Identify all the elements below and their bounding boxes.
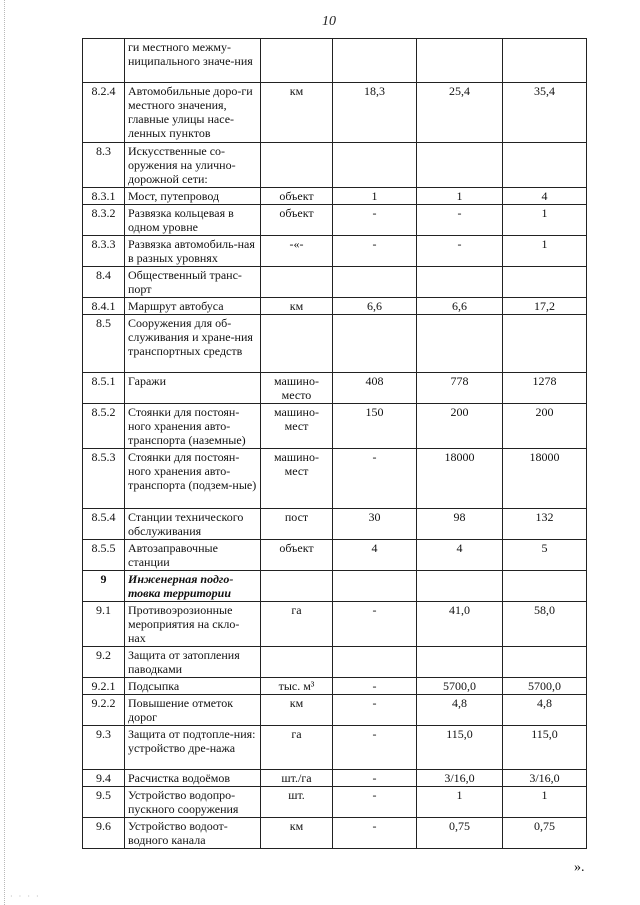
row-value-1: -	[333, 678, 417, 695]
row-value-2: 4,8	[417, 695, 503, 726]
table-row	[83, 39, 587, 83]
row-unit: объект	[261, 188, 333, 205]
row-value-1: -	[333, 236, 417, 267]
row-value-2: 1	[417, 188, 503, 205]
row-unit: машино-место	[261, 373, 333, 404]
indicators-table	[82, 38, 587, 849]
row-value-1: -	[333, 695, 417, 726]
row-name: Стоянки для постоян-ного хранения авто-транспорта (наземные)	[125, 404, 261, 449]
row-unit: шт.	[261, 787, 333, 818]
table-row	[83, 298, 587, 315]
row-unit: -«-	[261, 236, 333, 267]
row-value-1: 18,3	[333, 83, 417, 143]
row-value-1: 1	[333, 188, 417, 205]
row-name: Устройство водопро-пускного сооружения	[125, 787, 261, 818]
row-value-1: -	[333, 602, 417, 647]
row-number	[83, 39, 125, 83]
row-number: 8.2.4	[83, 83, 125, 143]
row-number: 9.6	[83, 818, 125, 849]
row-number: 8.5.2	[83, 404, 125, 449]
row-name: Повышение отметок дорог	[125, 695, 261, 726]
page-number: 10	[322, 14, 336, 29]
row-number: 8.3	[83, 143, 125, 188]
row-number: 8.5.5	[83, 540, 125, 571]
table-row	[83, 143, 587, 188]
row-unit: объект	[261, 540, 333, 571]
row-value-1	[333, 647, 417, 678]
row-unit	[261, 647, 333, 678]
row-value-3	[503, 647, 587, 678]
row-value-2: 6,6	[417, 298, 503, 315]
row-unit	[261, 315, 333, 373]
row-value-3: 18000	[503, 449, 587, 509]
row-value-2: 98	[417, 509, 503, 540]
row-number: 9.2	[83, 647, 125, 678]
row-unit: км	[261, 818, 333, 849]
row-name: Защита от затопления паводками	[125, 647, 261, 678]
row-name: Автомобильные доро-ги местного значения, главные улицы насе-ленных пунктов	[125, 83, 261, 143]
row-value-2: 3/16,0	[417, 770, 503, 787]
row-name: ги местного межму-ниципального значе-ния	[125, 39, 261, 83]
table-row	[83, 726, 587, 770]
table-row	[83, 818, 587, 849]
row-value-3	[503, 571, 587, 602]
table-row	[83, 404, 587, 449]
row-name: Сооружения для об-служивания и хране-ния транспортных средств	[125, 315, 261, 373]
table-row	[83, 449, 587, 509]
row-value-2	[417, 267, 503, 298]
table-row	[83, 315, 587, 373]
row-unit: тыс. м³	[261, 678, 333, 695]
row-value-2: 18000	[417, 449, 503, 509]
row-name: Искусственные со-оружения на улично-дорожной сети:	[125, 143, 261, 188]
row-name: Противоэрозионные мероприятия на скло-нах	[125, 602, 261, 647]
row-value-1: -	[333, 787, 417, 818]
row-value-1: 30	[333, 509, 417, 540]
row-number: 8.4.1	[83, 298, 125, 315]
row-value-3	[503, 39, 587, 83]
row-value-2	[417, 143, 503, 188]
table-row	[83, 602, 587, 647]
row-unit: объект	[261, 205, 333, 236]
row-unit	[261, 571, 333, 602]
row-number: 9.2.1	[83, 678, 125, 695]
row-number: 8.5	[83, 315, 125, 373]
row-value-1: 150	[333, 404, 417, 449]
row-value-1: 6,6	[333, 298, 417, 315]
row-number: 9.2.2	[83, 695, 125, 726]
row-value-1: -	[333, 205, 417, 236]
row-value-3: 1	[503, 787, 587, 818]
row-number: 8.5.1	[83, 373, 125, 404]
row-value-2	[417, 39, 503, 83]
row-name: Расчистка водоёмов	[125, 770, 261, 787]
table-row	[83, 678, 587, 695]
row-unit: машино-мест	[261, 404, 333, 449]
row-number: 9.5	[83, 787, 125, 818]
table-row	[83, 267, 587, 298]
table-row	[83, 695, 587, 726]
row-number: 8.3.3	[83, 236, 125, 267]
table-row	[83, 540, 587, 571]
row-value-3: 4,8	[503, 695, 587, 726]
closing-quote-mark: ».	[574, 860, 585, 875]
row-number: 9.4	[83, 770, 125, 787]
row-name: Автозаправочные станции	[125, 540, 261, 571]
row-value-3: 200	[503, 404, 587, 449]
row-value-1: 408	[333, 373, 417, 404]
row-value-1	[333, 267, 417, 298]
row-value-3: 1278	[503, 373, 587, 404]
row-value-2: 25,4	[417, 83, 503, 143]
row-value-2	[417, 571, 503, 602]
table-body	[83, 39, 587, 849]
row-unit	[261, 39, 333, 83]
row-unit: км	[261, 695, 333, 726]
row-value-3	[503, 315, 587, 373]
row-unit	[261, 267, 333, 298]
row-value-3: 17,2	[503, 298, 587, 315]
row-value-3: 3/16,0	[503, 770, 587, 787]
row-name: Мост, путепровод	[125, 188, 261, 205]
row-name: Гаражи	[125, 373, 261, 404]
row-number: 8.5.3	[83, 449, 125, 509]
row-number: 9	[83, 571, 125, 602]
row-value-2: 778	[417, 373, 503, 404]
row-unit: км	[261, 83, 333, 143]
row-value-3: 1	[503, 236, 587, 267]
table-row	[83, 205, 587, 236]
row-value-3: 0,75	[503, 818, 587, 849]
row-value-2: 115,0	[417, 726, 503, 770]
row-value-3: 115,0	[503, 726, 587, 770]
row-value-1: -	[333, 449, 417, 509]
row-number: 8.4	[83, 267, 125, 298]
row-name: Развязка автомобиль-ная в разных уровнях	[125, 236, 261, 267]
row-value-3: 1	[503, 205, 587, 236]
row-value-1	[333, 39, 417, 83]
table-row	[83, 236, 587, 267]
row-value-1: -	[333, 818, 417, 849]
row-number: 9.1	[83, 602, 125, 647]
scan-mark: · · · ·	[10, 892, 41, 901]
row-name: Стоянки для постоян-ного хранения авто-транспорта (подзем-ные)	[125, 449, 261, 509]
row-number: 8.5.4	[83, 509, 125, 540]
row-value-2: 0,75	[417, 818, 503, 849]
row-value-3: 35,4	[503, 83, 587, 143]
row-value-2: -	[417, 205, 503, 236]
scan-edge	[4, 0, 6, 905]
row-value-2: 41,0	[417, 602, 503, 647]
row-name: Инженерная подго-товка территории	[125, 571, 261, 602]
row-value-1: 4	[333, 540, 417, 571]
row-unit: га	[261, 602, 333, 647]
row-value-2: 200	[417, 404, 503, 449]
row-unit	[261, 143, 333, 188]
row-unit: шт./га	[261, 770, 333, 787]
row-unit: пост	[261, 509, 333, 540]
row-value-3: 5700,0	[503, 678, 587, 695]
row-name: Подсыпка	[125, 678, 261, 695]
row-name: Общественный транс-порт	[125, 267, 261, 298]
row-value-2: 5700,0	[417, 678, 503, 695]
row-value-2: -	[417, 236, 503, 267]
row-value-1	[333, 143, 417, 188]
table-row	[83, 83, 587, 143]
row-number: 9.3	[83, 726, 125, 770]
row-value-2: 1	[417, 787, 503, 818]
row-unit: машино-мест	[261, 449, 333, 509]
row-value-3: 58,0	[503, 602, 587, 647]
row-value-2: 4	[417, 540, 503, 571]
row-value-1: -	[333, 770, 417, 787]
row-value-1	[333, 571, 417, 602]
row-value-3	[503, 267, 587, 298]
row-name: Устройство водоот-водного канала	[125, 818, 261, 849]
row-number: 8.3.1	[83, 188, 125, 205]
row-value-2	[417, 315, 503, 373]
table-row	[83, 647, 587, 678]
table-row	[83, 770, 587, 787]
row-value-1	[333, 315, 417, 373]
table-row	[83, 571, 587, 602]
row-value-1: -	[333, 726, 417, 770]
row-value-3: 4	[503, 188, 587, 205]
row-name: Защита от подтопле-ния: устройство дре-нажа	[125, 726, 261, 770]
table-row	[83, 188, 587, 205]
row-unit: км	[261, 298, 333, 315]
row-number: 8.3.2	[83, 205, 125, 236]
row-value-3	[503, 143, 587, 188]
row-name: Развязка кольцевая в одном уровне	[125, 205, 261, 236]
table-row	[83, 509, 587, 540]
table-row	[83, 373, 587, 404]
table-row	[83, 787, 587, 818]
row-unit: га	[261, 726, 333, 770]
row-value-2	[417, 647, 503, 678]
row-value-3: 132	[503, 509, 587, 540]
row-name: Станции технического обслуживания	[125, 509, 261, 540]
row-name: Маршрут автобуса	[125, 298, 261, 315]
row-value-3: 5	[503, 540, 587, 571]
